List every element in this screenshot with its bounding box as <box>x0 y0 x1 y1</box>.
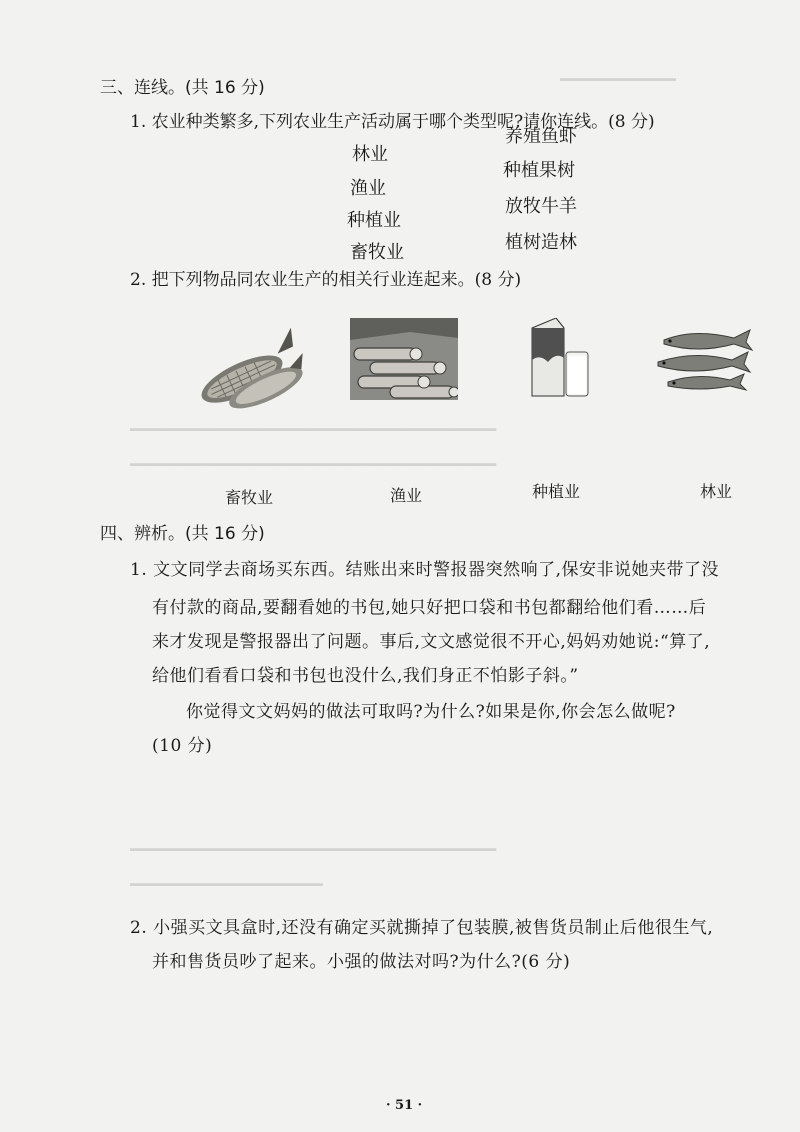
question-3-2-text: 2. 把下列物品同农业生产的相关行业连起来。(8 分) <box>130 270 522 290</box>
caption-fishery: 渔业 <box>390 486 423 505</box>
question-4-1-line-1: 1. 文文同学去商场买东西。结账出来时警报器突然响了,保安非说她夹带了没 <box>130 560 720 580</box>
question-4-2-line-1: 2. 小强买文具盒时,还没有确定买就撕掉了包装膜,被售货员制止后他很生气, <box>130 918 714 938</box>
corn-image <box>188 328 306 412</box>
question-3-1-text: 1. 农业种类繁多,下列农业生产活动属于哪个类型呢?请你连线。(8 分) <box>130 112 655 132</box>
section-3-heading: 三、连线。(共 16 分) <box>100 78 265 98</box>
left-item-forestry: 林业 <box>352 144 388 165</box>
show-through-text: ━━━━━━━━━━━━━━━━━━━━━━━━━━━━━━━━━━━━━━ <box>130 840 497 859</box>
logs-image <box>350 318 458 400</box>
caption-forestry: 林业 <box>700 482 733 501</box>
section-4-heading: 四、辨析。(共 16 分) <box>100 524 265 544</box>
question-4-1-line-3: 来才发现是警报器出了问题。事后,文文感觉很不开心,妈妈劝她说:“算了, <box>152 632 711 652</box>
right-item-fish-farming: 养殖鱼虾 <box>505 126 577 147</box>
question-4-1-score: (10 分) <box>152 736 213 756</box>
left-item-husbandry: 畜牧业 <box>350 242 404 263</box>
right-item-grazing: 放牧牛羊 <box>505 196 577 217</box>
milk-image <box>526 318 592 398</box>
caption-planting: 种植业 <box>532 482 581 501</box>
show-through-text: ━━━━━━━━━━━━━━━━━━━━━━━━━━━━━━━━━━━━━━ <box>130 455 497 474</box>
left-item-planting: 种植业 <box>347 210 401 231</box>
question-4-1-prompt: 你觉得文文妈妈的做法可取吗?为什么?如果是你,你会怎么做呢? <box>186 702 676 722</box>
left-item-fishery: 渔业 <box>350 178 386 199</box>
show-through-text: ━━━━━━━━━━━━━━━━━━━━ <box>130 875 323 894</box>
right-item-fruit-trees: 种植果树 <box>503 160 575 181</box>
fish-image <box>654 326 756 392</box>
question-4-1-line-4: 给他们看看口袋和书包也没什么,我们身正不怕影子斜。” <box>152 666 579 686</box>
question-4-1-line-2: 有付款的商品,要翻看她的书包,她只好把口袋和书包都翻给他们看……后 <box>152 598 707 618</box>
show-through-text: ━━━━━━━━━━━━━━━━━━━━━━━━━━━━━━━━━━━━━━ <box>130 420 497 439</box>
page-number: · 51 · <box>386 1098 423 1113</box>
show-through-text: ━━━━━━━━━━━━ <box>560 70 676 89</box>
right-item-afforestation: 植树造林 <box>505 232 577 253</box>
question-4-2-line-2: 并和售货员吵了起来。小强的做法对吗?为什么?(6 分) <box>152 952 571 972</box>
caption-husbandry: 畜牧业 <box>225 488 274 507</box>
